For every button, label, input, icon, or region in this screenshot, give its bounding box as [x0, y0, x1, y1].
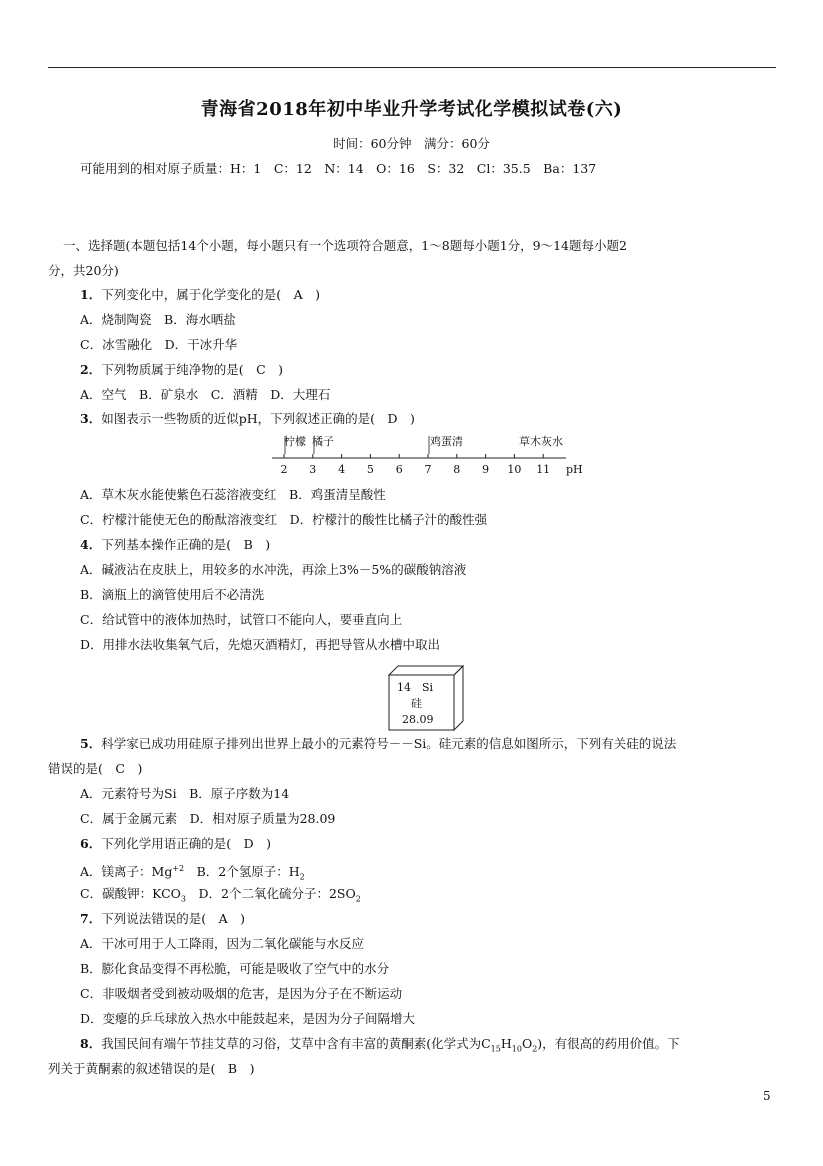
ph-tick-label: 11 — [536, 463, 551, 476]
header-rule — [48, 67, 776, 68]
ph-tick-label: 5 — [366, 463, 374, 476]
question-2: 2．下列物质属于纯净物的是( C ) — [80, 362, 284, 377]
label-ash: 草木灰水 — [519, 435, 563, 448]
silicon-element-box — [388, 665, 464, 731]
ph-tick-label: 3 — [309, 463, 317, 476]
ph-tick-label: 4 — [338, 463, 346, 476]
element-number: 14 — [397, 681, 411, 694]
question-3-options-ab: A．草木灰水能使紫色石蕊溶液变红 B．鸡蛋清呈酸性 — [80, 487, 386, 502]
label-orange: 橘子 — [312, 435, 334, 448]
question-5-stem-cont: 错误的是( C ) — [48, 761, 143, 776]
question-6-options-ab: A．镁离子：$Mg^{+2}$ B．2个氢原子：$H_2$ — [80, 864, 305, 882]
label-lemon: 柠檬 — [284, 435, 306, 448]
atomic-masses: 可能用到的相对原子质量：H：1 C：12 N：14 O：16 S：32 Cl：35.5 Ba：137 — [80, 161, 597, 176]
question-1: 1．下列变化中，属于化学变化的是( A ) — [80, 287, 320, 302]
question-4-option-b: B．滴瓶上的滴管使用后不必清洗 — [80, 587, 265, 602]
ph-scale-figure — [270, 432, 590, 480]
question-6-options-cd: C．碳酸钾：$KCO_3$ D．2个二氧化硫分子：$2SO_2$ — [80, 886, 361, 904]
question-3-options-cd: C．柠檬汁能使无色的酚酞溶液变红 D．柠檬汁的酸性比橘子汁的酸性强 — [80, 512, 488, 527]
label-egg: 鸡蛋清 — [430, 435, 463, 448]
element-name: 硅 — [411, 697, 422, 710]
question-7-option-c: C．非吸烟者受到被动吸烟的危害，是因为分子在不断运动 — [80, 986, 403, 1001]
question-1-options-cd: C．冰雪融化 D．干冰升华 — [80, 337, 238, 352]
time-info: 时间：60分钟 满分：60分 — [333, 136, 490, 151]
question-3: 3．如图表示一些物质的近似pH，下列叙述正确的是( D ) — [80, 411, 415, 426]
question-6: 6．下列化学用语正确的是( D ) — [80, 836, 271, 851]
question-8: 8．我国民间有端午节挂艾草的习俗，艾草中含有丰富的黄酮素(化学式为$C_{15}H_{10}O_2$)，有很高的药用价值。下 — [80, 1036, 680, 1054]
element-mass: 28.09 — [402, 713, 434, 726]
ph-tick-label: 8 — [453, 463, 461, 476]
section-heading-line1: 一、选择题(本题包括14个小题，每小题只有一个选项符合题意，1～8题每小题1分，9～14题每小题2 — [63, 238, 627, 253]
question-2-options: A．空气 B．矿泉水 C．酒精 D．大理石 — [80, 387, 331, 402]
question-7: 7．下列说法错误的是( A ) — [80, 911, 245, 926]
question-7-option-d: D．变瘪的乒乓球放入热水中能鼓起来，是因为分子间隔增大 — [80, 1011, 416, 1026]
element-symbol: Si — [422, 681, 434, 694]
ph-tick-label: 2 — [280, 463, 288, 476]
ph-tick-label: 7 — [424, 463, 432, 476]
question-7-option-b: B．膨化食品变得不再松脆，可能是吸收了空气中的水分 — [80, 961, 390, 976]
ph-unit: pH — [566, 463, 583, 476]
ph-tick-label: 6 — [395, 463, 403, 476]
question-5: 5．科学家已成功用硅原子排列出世界上最小的元素符号－－Si。硅元素的信息如图所示，下列有关硅的说法 — [80, 736, 677, 751]
question-8-stem-cont: 列关于黄酮素的叙述错误的是( B ) — [48, 1061, 255, 1076]
question-5-options-cd: C．属于金属元素 D．相对原子质量为28.09 — [80, 811, 336, 826]
question-4-option-c: C．给试管中的液体加热时，试管口不能向人，要垂直向上 — [80, 612, 403, 627]
ph-tick-label: 10 — [507, 463, 522, 476]
question-4: 4．下列基本操作正确的是( B ) — [80, 537, 271, 552]
question-4-option-a: A．碱液沾在皮肤上，用较多的水冲洗，再涂上3%－5%的碳酸钠溶液 — [80, 562, 467, 577]
question-4-option-d: D．用排水法收集氧气后，先熄灭酒精灯，再把导管从水槽中取出 — [80, 637, 441, 652]
page-title: 青海省2018年初中毕业升学考试化学模拟试卷(六) — [200, 99, 623, 120]
question-5-options-ab: A．元素符号为Si B．原子序数为14 — [80, 786, 290, 801]
question-7-option-a: A．干冰可用于人工降雨，因为二氧化碳能与水反应 — [80, 936, 365, 951]
ph-tick-label: 9 — [482, 463, 490, 476]
section-heading-line2: 分，共20分) — [48, 263, 119, 278]
page-number: 5 — [763, 1089, 771, 1103]
question-1-options-ab: A．烧制陶瓷 B．海水晒盐 — [80, 312, 236, 327]
